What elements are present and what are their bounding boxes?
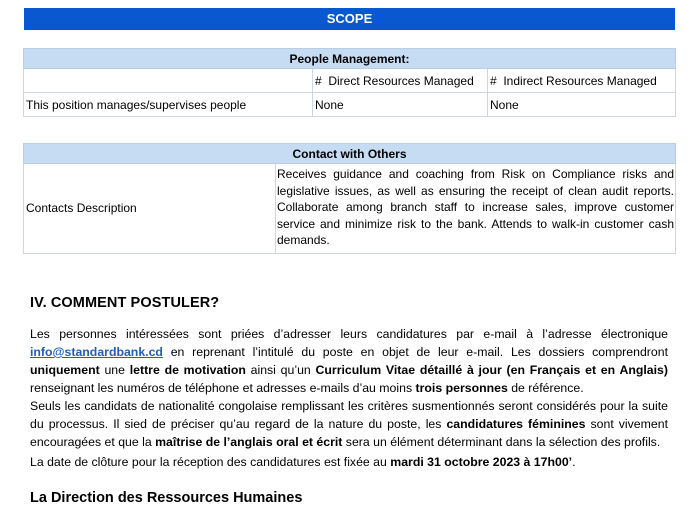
bold-text: Curriculum Vitae détaillé à jour (en Français et en Anglais) <box>315 363 668 377</box>
direct-resources-value: None <box>313 93 488 117</box>
text: . <box>572 455 576 469</box>
signature: La Direction des Ressources Humaines <box>30 490 303 506</box>
contact-table <box>23 143 676 254</box>
people-management-table <box>23 48 676 117</box>
contacts-description-label: Contacts Description <box>24 164 276 254</box>
text: ainsi qu’un <box>245 363 316 377</box>
indirect-resources-value: None <box>488 93 676 117</box>
text: Seuls les candidats de nationalité congolaise remplissant les critères susmentionnés seront considérés pour la suite du processus. Il sied de préciser qu’au regard de la nature du poste, les <box>30 399 668 431</box>
text: en reprenant l’intitulé du poste en objet de leur e-mail. Les dossiers comprendront <box>162 345 668 359</box>
bold-text: trois personnes <box>415 381 508 395</box>
people-management-title: People Management: <box>24 49 676 69</box>
text: sera un élément déterminant dans la sélection des profils. <box>342 435 661 449</box>
text: La date de clôture pour la réception des candidatures est fixée au <box>30 455 391 469</box>
column-header-empty <box>24 69 313 93</box>
contacts-description-text: Receives guidance and coaching from Risk on Compliance risks and legislative issues, as well as ensuring the receipt of clean audit reports. Collaborate among branch staff to increase sales, improve customer service and minimize risk to the bank. Attends to walk-in customer cash demands. <box>276 164 676 254</box>
bold-text: candidatures féminines <box>446 417 586 431</box>
email-link[interactable]: info@standardbank.cd <box>30 345 163 359</box>
text: Les personnes intéressées sont priées d’adresser leurs candidatures par e-mail à l’adresse électronique <box>30 327 668 341</box>
text: une <box>99 363 130 377</box>
scope-header: SCOPE <box>24 8 675 30</box>
bold-text: mardi 31 octobre 2023 à 17h00’ <box>390 455 573 469</box>
bold-text: lettre de motivation <box>129 363 246 377</box>
section-title: IV. COMMENT POSTULER? <box>30 295 220 311</box>
bold-text: uniquement <box>30 363 100 377</box>
column-header-direct: # Direct Resources Managed <box>313 69 488 93</box>
text: renseignant les numéros de téléphone et adresses e-mails d’au moins <box>30 381 416 395</box>
contact-title: Contact with Others <box>24 144 676 164</box>
application-instructions-paragraph <box>30 325 668 397</box>
text: de référence. <box>507 381 584 395</box>
column-header-indirect: # Indirect Resources Managed <box>488 69 676 93</box>
text: sont vivement encouragées et que la <box>30 417 668 449</box>
bold-text: maîtrise de l’anglais oral et écrit <box>155 435 343 449</box>
manages-people-label: This position manages/supervises people <box>24 93 313 117</box>
eligibility-paragraph <box>30 397 668 451</box>
closing-date-paragraph <box>30 453 668 471</box>
